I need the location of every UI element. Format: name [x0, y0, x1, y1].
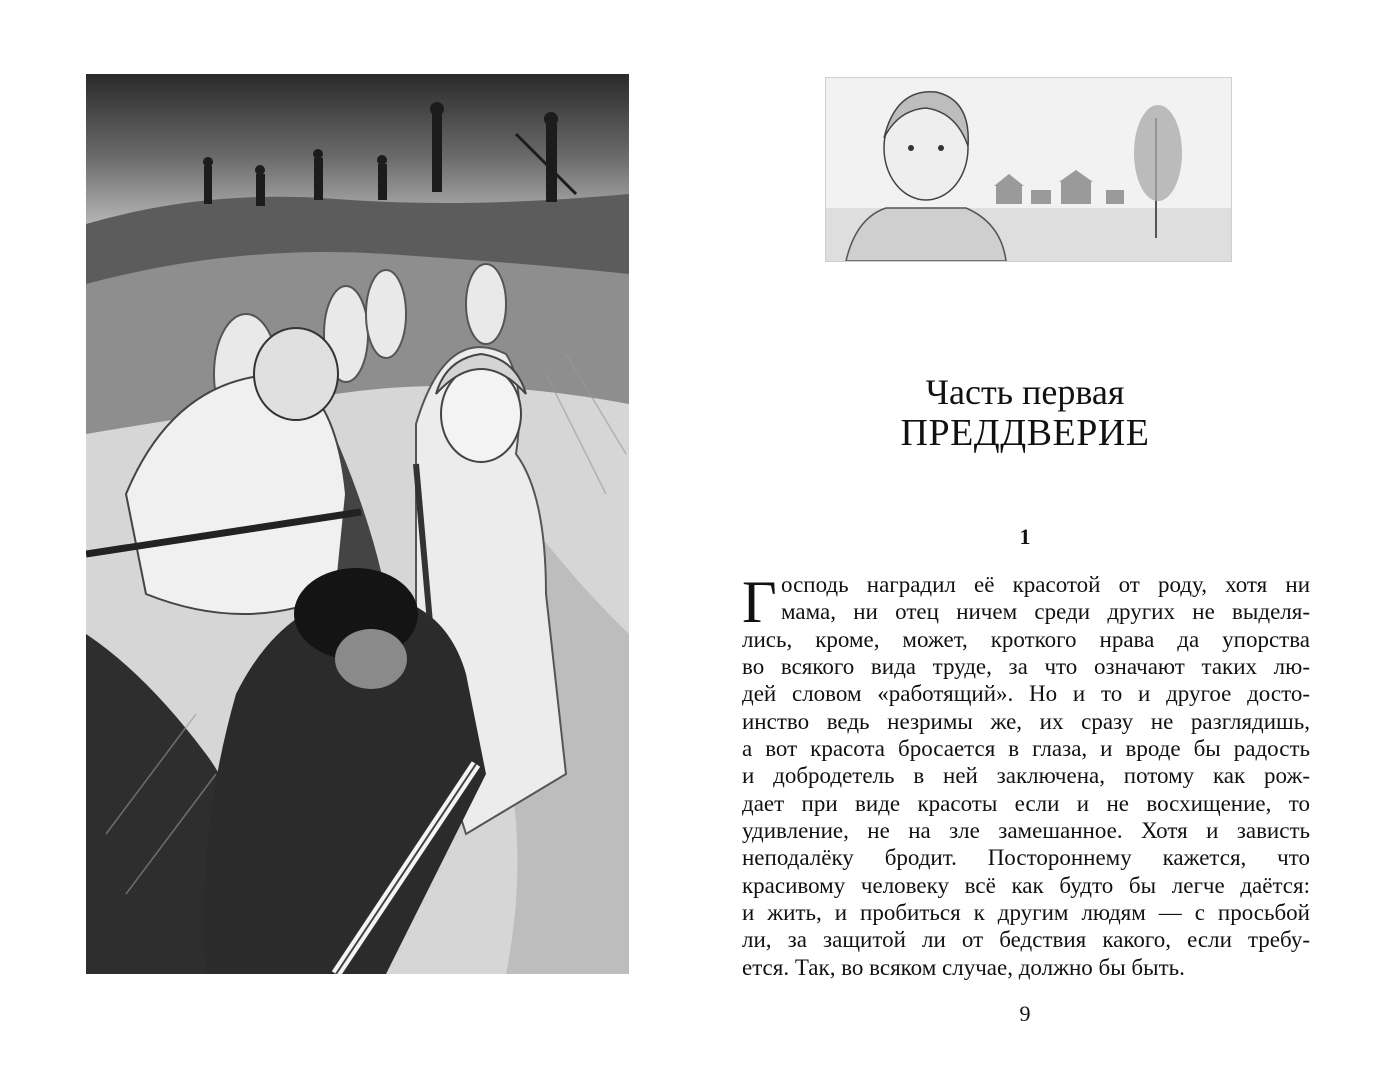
text-line: ется. Так, во всяком случае, должно бы быть.: [742, 954, 1185, 980]
text-line: а вот красота бросается в глаза, и вроде бы радость: [742, 736, 1310, 762]
text-line: мама, ни отец ничем среди других не выделя-: [781, 599, 1310, 625]
chapter-header-vignette: [825, 77, 1232, 262]
text-line: удивление, не на зле замешанное. Хотя и зависть: [742, 818, 1310, 844]
part-title: ПРЕДДВЕРИЕ: [900, 412, 1150, 454]
text-line: ли, за защитой ли от бедствия какого, если требу-: [742, 927, 1310, 953]
chapter-number: 1: [1019, 524, 1031, 549]
text-line: лись, кроме, может, кроткого нрава да упорства: [742, 626, 1310, 652]
left-page-illustration: [86, 74, 629, 974]
page-number: 9: [1019, 1001, 1031, 1026]
text-line: осподь наградил её красотой от роду, хотя ни: [781, 572, 1310, 597]
text-line: красивому человеку всё как будто бы легче даётся:: [742, 872, 1310, 898]
chapter-body-text: [742, 571, 1310, 981]
text-line: дей словом «работящий». Но и то и другое досто-: [742, 681, 1310, 707]
text-line: во всякого вида труде, за что означают таких лю-: [742, 654, 1310, 680]
drop-cap: Г: [742, 569, 777, 635]
text-line: и добродетель в ней заключена, потому как рож-: [742, 763, 1310, 789]
text-line: инство ведь незримы же, их сразу не разглядишь,: [742, 708, 1310, 734]
part-label: Часть первая: [925, 372, 1125, 412]
text-line: и жить, и пробиться к другим людям — с просьбой: [742, 900, 1310, 926]
text-line: дает при виде красоты если и не восхищение, то: [742, 790, 1310, 816]
text-line: неподалёку бродит. Постороннему кажется, что: [742, 845, 1310, 871]
